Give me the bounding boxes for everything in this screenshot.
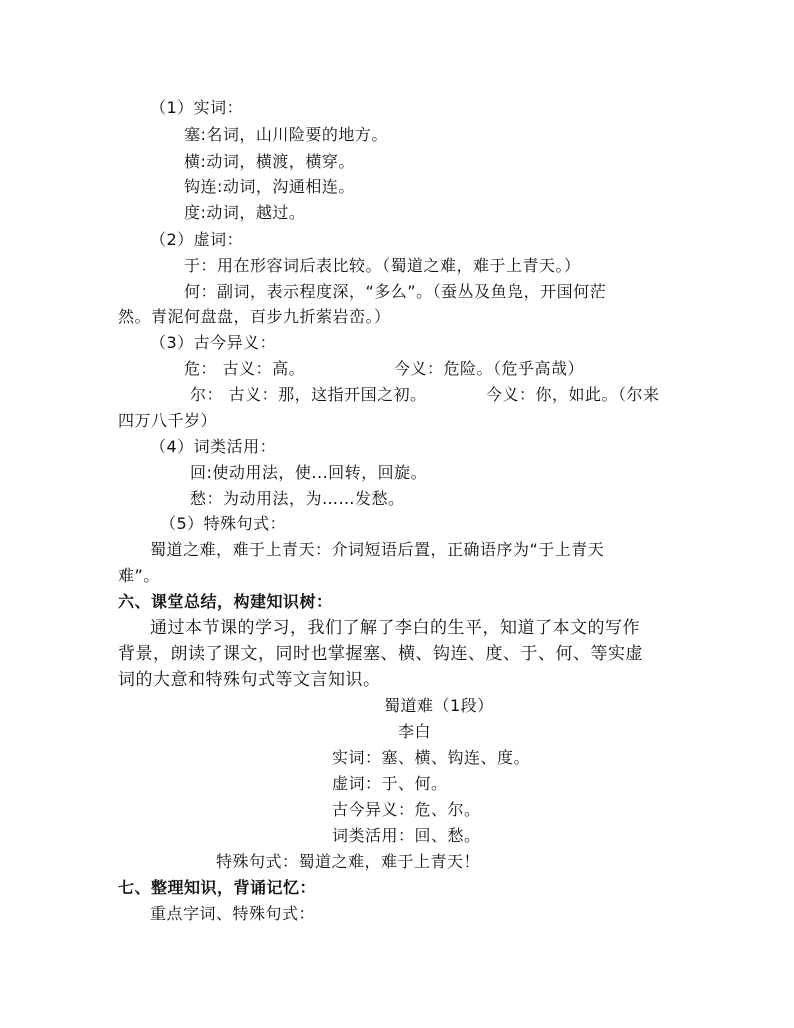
jushi-sentence: 蜀道之难，难于上青天：介词短语后置，正确语序为“于上青天 <box>150 540 605 559</box>
section-shici-heading: （1）实词： <box>150 98 244 117</box>
shici-du: 度:动词，越过。 <box>184 203 306 222</box>
shici-heng: 横:动词，横渡，横穿。 <box>184 152 355 171</box>
gujin-wei-old: 危： 古义：高。 <box>184 359 306 378</box>
tree-xuci: 虚词：于、何。 <box>332 774 448 793</box>
section-xuci-heading: （2）虚词： <box>150 230 244 249</box>
huoyong-hui: 回:使动用法，使...回转，回旋。 <box>190 463 428 482</box>
gujin-er-cont: 四万八千岁） <box>118 411 218 430</box>
tree-huoyong: 词类活用：回、愁。 <box>332 826 481 845</box>
summary-line-1: 通过本节课的学习，我们了解了李白的生平，知道了本文的写作 <box>150 618 640 638</box>
gujin-er-new: 今义：你，如此。（尔来 <box>486 385 660 404</box>
tree-title: 蜀道难（1段） <box>384 696 494 715</box>
gujin-wei-new: 今义：危险。（危乎高哉） <box>394 359 585 378</box>
xuci-he-cont: 然。青泥何盘盘，百步九折萦岩峦。） <box>118 307 391 326</box>
tree-gujin: 古今异义：危、尔。 <box>332 800 481 819</box>
gujin-er-old: 尔： 古义：那，这指开国之初。 <box>190 385 427 404</box>
section-huoyong-heading: （4）词类活用： <box>150 437 277 456</box>
section-jushi-heading: （5）特殊句式： <box>160 514 287 533</box>
section-gujin-heading: （3）古今异义： <box>150 333 277 352</box>
shici-goulian: 钩连:动词，沟通相连。 <box>184 177 355 196</box>
huoyong-chou: 愁：为动用法，为……发愁。 <box>190 489 405 508</box>
summary-line-2: 背景，朗读了课文，同时也掌握塞、横、钩连、度、于、何、等实虚 <box>118 644 643 664</box>
tree-author: 李白 <box>398 722 432 741</box>
review-items: 重点字词、特殊句式： <box>150 904 316 923</box>
summary-line-3: 词的大意和特殊句式等文言知识。 <box>118 670 381 690</box>
tree-shici: 实词：塞、横、钩连、度。 <box>332 748 531 767</box>
shici-sai: 塞:名词，山川险要的地方。 <box>184 125 388 144</box>
jushi-sentence-cont: 难”。 <box>118 566 160 585</box>
heading-seven: 七、整理知识，背诵记忆： <box>118 878 317 897</box>
tree-jushi: 特殊句式：蜀道之难，难于上青天！ <box>216 852 481 871</box>
heading-six: 六、课堂总结，构建知识树： <box>118 592 333 611</box>
xuci-yu: 于：用在形容词后表比较。（蜀道之难，难于上青天。） <box>184 256 581 275</box>
xuci-he: 何：副词，表示程度深，“多么”。（蚕丛及鱼凫，开国何茫 <box>184 282 607 301</box>
